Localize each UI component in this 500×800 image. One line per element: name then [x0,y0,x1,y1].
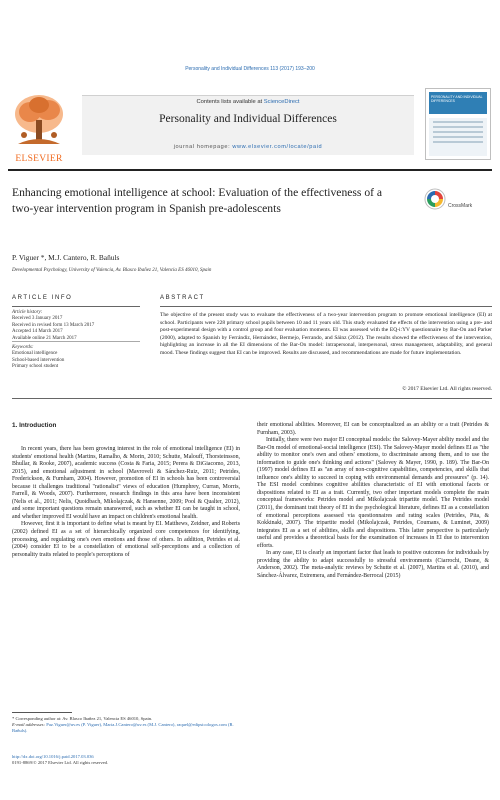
body-paragraph: In recent years, there has been growing interest in the role of emotional intelligence (EI) in students' emotional health (Martins, Ramalho, & Morin, 2010; Schutte, Malouff, Thorsteinsson, Bhullar, & Rooke, 2007), academic success (Costa & Faria, 2015; Perera & DiGiacomo, 2013, 2015), and emotional adjustment in school (Mavroveli & Sánchez-Ruiz, 2011; Petrides, Frederickson, & Furnham, 2004). However, promotion of EI in schools has been controversial because it challenges traditional "rationalist" views of education (Humphrey, Curran, Morris, Farrell, & Woods, 2007). Furthermore, research findings in this area have been inconsistent (Nelis et al., 2011; Nelis, Quoidbach, Mikolajczak, & Hansenne, 2009; Pool & Qualter, 2012), and some important questions remain unanswered, such as whether EI can be taught in school, and whether improved EI would have an impact on children's emotional health. [12,446,240,520]
abstract-text: The objective of the present study was to evaluate the effectiveness of a two-year intervention program to promote emotional intelligence (EI) at school. Participants were 228 primary school pupils between 10 and 11 years old. This study evaluated the effects of the intervention using a pre- and post-experimental design with a control group and four evaluation moments. EI was assessed with the EQ-i:YV questionnaire by Bar-On and Parker (2000), adapted to Spanish by Ferrándiz, Hernández, Bermejo, Ferrando, and Sáinz (2012). The results showed the effectiveness of the intervention, highlighting an increase in all the EI dimensions of the Bar-On model: intrapersonal, interpersonal, stress management, adaptability, and general mood. These findings suggest that EI can be improved. Results are discussed, and recommendations are made for future implementation. [160,312,492,356]
contents-line [82,99,414,105]
journal-homepage [82,144,414,150]
abstract-bottom-rule [12,398,492,399]
affiliation: Developmental Psychology, University of Valencia, Av. Blasco Ibañez 21, Valencia ES 46010, Spain [12,268,212,273]
journal-title: Personality and Individual Differences [159,113,337,125]
history-item: Accepted 14 March 2017 [12,329,63,335]
journal-reference[interactable]: Personality and Individual Differences 113 (2017) 193–200 [185,66,315,72]
corresponding-author: * Corresponding author at: Av. Blasco Ibañez 21, Valencia ES 46010, Spain. [12,716,153,721]
left-column [12,446,240,559]
abstract-rule [160,306,492,307]
elsevier-logo [10,90,68,164]
keywords-label: Keywords: [12,345,34,350]
article-info-rule [12,306,140,307]
elsevier-wordmark: ELSEVIER [15,154,63,164]
cover-lines [433,121,483,146]
emails-label: E-mail addresses: [12,722,46,727]
article-history [12,310,132,342]
body-paragraph: Initially, there were two major EI conceptual models: the Salovey-Mayer ability model and the Bar-On model of emotional-social intelligence (ESI). The Salovey-Mayer model defines EI as "the ability to monitor one's own and others' emotions, to discriminate among them, and to use the information to guide one's thinking and actions" (Salovey & Mayer, 1990, p. 189). The Bar-On (1997) model defines EI as "an array of non-cognitive capabilities, competencies, and skills that influence one's ability to succeed in coping with environmental demands and pressures" (p. 14). The ESI model combines cognitive abilities characteristic of EI with emotional facets or dispositions related to EI as a trait. Currently, two other important models complete the main conceptual frameworks: Petrides model and Mikolajczak tripartite model. The Petrides model (2011), the dominant trait theory of EI in the psychological literature, defines EI as a constellation of emotional perceptions assessed via questionnaires and rating scales (Petrides, Pita, & Kokkinaki, 2007). The tripartite model (Mikolajczak, Petrides, Coumans, & Luminet, 2009) integrates EI as a set of abilities, skills and dispositions. This latter perspective is particularly useful and provides a theoretical basis for the examination of increases in EI due to intervention efforts. [257,437,489,549]
issn-line: 0191-8869/© 2017 Elsevier Ltd. All rights reserved. [12,760,109,765]
article-title: Enhancing emotional intelligence at school: Evaluation of the effectiveness of a two-year intervention program in Spanish pre-adolescents [12,186,383,215]
header-rule [8,169,492,171]
history-label: Article history: [12,310,43,315]
abstract-copyright: © 2017 Elsevier Ltd. All rights reserved. [402,386,492,392]
crossmark-label: CrossMark [448,203,473,209]
author-list[interactable]: P. Viguer *, M.J. Cantero, R. Bañuls [12,253,120,262]
footnote [12,716,240,734]
right-column [257,422,489,580]
article-info-heading: ARTICLE INFO [12,295,73,301]
homepage-link[interactable]: www.elsevier.com/locate/paid [232,144,323,150]
sciencedirect-link[interactable]: ScienceDirect [263,99,300,105]
body-paragraph: In any case, EI is clearly an important factor that leads to positive outcomes for individuals by providing the ability to adapt successfully to stressful environments (Ciarrochi, Deane, & Anderson, 2002). The meta-analytic reviews by Schutte et al. (2007), Martins et al. (2010), and Sánchez-Álvarez, Extremera, and Fernández-Berrocal (2015) [257,550,489,579]
email-links[interactable]: Paz.Viguer@uv.es (P. Viguer), Maria.J.Cantero@uv.es (M.J. Cantero), raquel@edipsicologos.com (R. Bañuls). [12,722,234,733]
crossmark-icon[interactable] [424,188,446,210]
keywords-rule [12,341,140,342]
doi-block [12,754,240,766]
history-item: Available online 21 March 2017 [12,335,77,341]
doi-link[interactable]: http://dx.doi.org/10.1016/j.paid.2017.03.036 [12,754,94,759]
contents-prefix: Contents lists available at [196,99,264,105]
footnote-rule [12,712,72,713]
body-paragraph: However, first it is important to define what is meant by EI. Matthews, Zeidner, and Roberts (2002) defined EI as a set of hierarchically organized core competences for identifying, processing, and regulating one's own emotions and those of others. In addition, Petrides et al. (2004) consider EI to be a constellation of emotional self-perceptions and a collection of personality traits related to people's perceptions of [12,521,240,558]
email-line [12,722,240,734]
body-paragraph: their emotional abilities. Moreover, EI can be conceptualized as an ability or a trait (Petrides & Furnham, 2003). [257,422,489,436]
history-item: Received in revised form 13 March 2017 [12,322,95,328]
section-heading-introduction: 1. Introduction [12,422,57,429]
history-item: Received 3 January 2017 [12,316,63,322]
elsevier-tree-icon [10,90,68,148]
homepage-prefix: journal homepage: [173,144,233,150]
keyword: Primary school student [12,364,59,370]
keyword: School-based intervention [12,357,65,363]
keywords [12,345,132,371]
abstract-heading: ABSTRACT [160,295,205,301]
cover-title: PERSONALITY AND INDIVIDUAL DIFFERENCES [431,95,483,103]
keyword: Emotional intelligence [12,351,58,357]
